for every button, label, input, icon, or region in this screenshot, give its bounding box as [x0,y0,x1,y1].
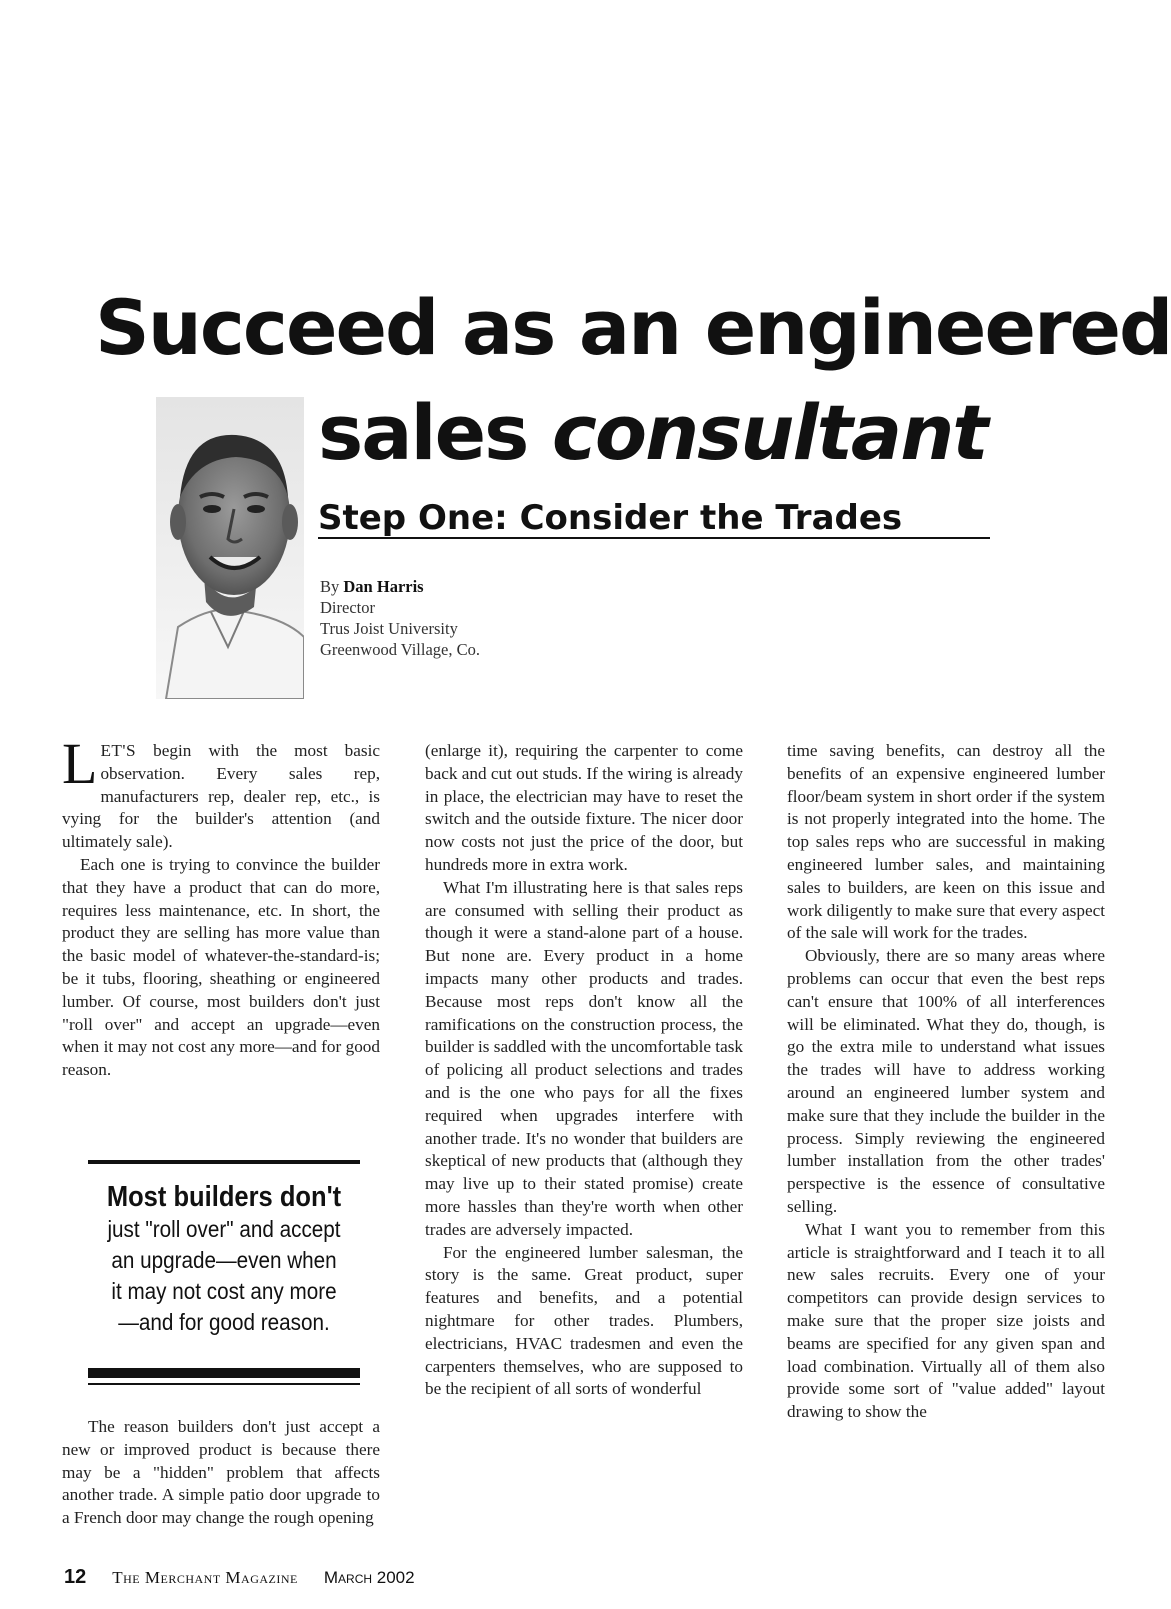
paragraph: What I'm illustrating here is that sales reps are consumed with selling their product as though it were a stand-alone part of a house. But none are. Every product in a home impacts many other products and trades. Because most reps don't know all the ramifications on the construction process, the builder is saddled with the uncomfortable task of policing all product selections and trades and is the one who pays for all the fixes required when upgrades interfere with another trade. It's no wonder that builders are skeptical of new products that (although they may live up to their stated promise) create more hassles than they're worth when other trades are adversely impacted. [425,877,743,1239]
author-location: Greenwood Village, Co. [320,640,481,659]
paragraph: time saving benefits, can destroy all the benefits of an expensive engineered lumber floor/beam system in short order if the system is not properly integrated into the home. The top sales reps who are successful in making engineered lumber sales, and maintaining sales to builders, are keen on this issue and work diligently to make sure that every aspect of the sale will work for the trades. [787,741,1105,943]
pull-quote [88,1160,360,1385]
author-line: By Dan Harris [320,577,424,596]
author-name: Dan Harris [343,577,424,596]
column-3 [787,740,1105,1424]
paragraph: Each one is trying to convince the builder that they have a product that can do more, requires less maintenance, etc. In short, the product they are selling has more value than the basic model of whatever-the-standard-is; be it tubs, flooring, sheathing or engineered lumber. Of course, most builders don't just "roll over" and accept an upgrade—even when it may not cost any more—and for good reason. [62,854,380,1080]
issue-date: March 2002 [323,1568,415,1587]
paragraph: LET'S begin with the most basic observation. Every sales rep, manufacturers rep, dealer rep, etc., is vying for the builder's attention (and ultimately sale). [62,731,380,852]
article-subtitle: Step One: Consider the Trades [318,500,990,539]
magazine-name: The Merchant Magazine [112,1568,298,1587]
byline [320,576,480,660]
drop-cap: L [62,731,98,796]
pull-quote-rule-thin [88,1383,360,1385]
page-footer [64,1566,415,1589]
headline-word-sales: sales [318,388,552,477]
author-organization: Trus Joist University [320,619,458,638]
headline-word-consultant: consultant [551,388,987,477]
paragraph: The reason builders don't just accept a new or improved product is because there may be a "hidden" problem that affects another trade. A simple patio door upgrade to a French door may change the rough opening [62,1417,380,1528]
page-number: 12 [64,1566,87,1588]
column-1-continued [62,1416,380,1530]
column-2 [425,740,743,1401]
pull-quote-text: just "roll over" and accept an upgrade—even when it may not cost any more—and for good reason. [107,1216,341,1335]
author-portrait-icon [156,397,304,699]
headline-line-1: Succeed as an engineered [95,283,1171,372]
column-1 [62,731,380,1082]
pull-quote-rule-thick [88,1368,360,1378]
headline-line-2 [318,388,987,477]
pull-quote-lead: Most builders don't [106,1181,342,1213]
paragraph: For the engineered lumber salesman, the story is the same. Great product, super features and benefits, and a potential nightmare for other trades. Plumbers, electricians, HVAC tradesmen and even the carpenters themselves, who are supposed to be the recipient of all sorts of wonderful [425,1242,743,1399]
author-role: Director [320,598,375,617]
paragraph: What I want you to remember from this article is straightforward and I teach it to all new sales recruits. Every one of your competitors can provide design services to make sure that the proper size joists and beams are specified for any given span and load combination. Virtually all of them also provide some sort of "value added" layout drawing to show the [787,1219,1105,1422]
paragraph: Obviously, there are so many areas where problems can occur that even the best reps can't ensure that 100% of all interferences will be eliminated. What they do, though, is go the extra mile to understand what issues the trades will have to address working around an engineered lumber system and make sure that they include the builder in the process. Simply reviewing the engineered lumber installation from the other trades' perspective is the essence of consultative selling. [787,946,1105,1216]
paragraph: (enlarge it), requiring the carpenter to come back and cut out studs. If the wiring is already in place, the electrician may have to reset the switch and the outside fixture. The nicer door now costs not just the price of the door, but hundreds more in extra work. [425,741,743,874]
